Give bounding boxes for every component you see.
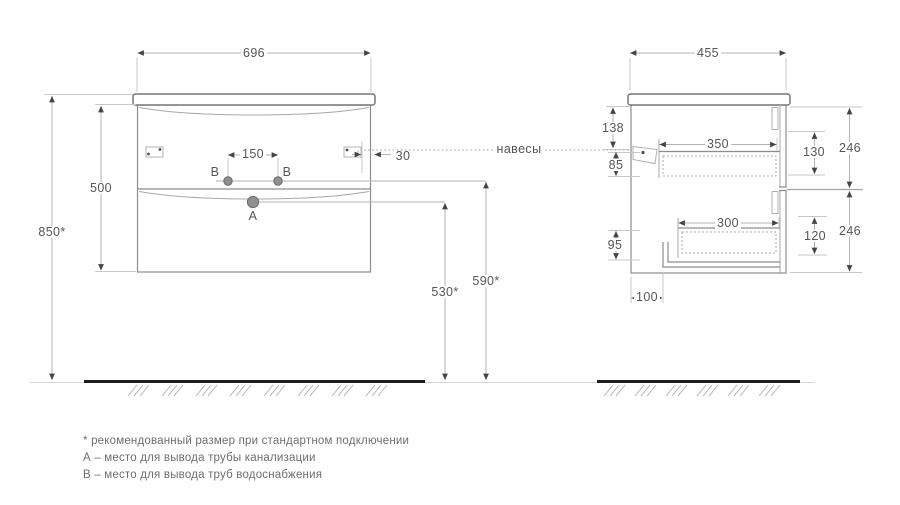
dim-drawer1-depth: 350 bbox=[706, 137, 730, 151]
footnote-supply-point: В – место для вывода труб водоснабжения bbox=[83, 469, 323, 481]
label-hangers: навесы bbox=[496, 142, 542, 156]
countertop-side bbox=[628, 94, 790, 105]
drawer2-glide bbox=[772, 192, 778, 214]
label-hole-b-left: B bbox=[210, 165, 220, 179]
water-supply-hole-left bbox=[224, 177, 232, 185]
dim-drawer2-height: 120 bbox=[803, 229, 827, 243]
dim-depth: 455 bbox=[696, 46, 720, 60]
dim-hangers-to-drawer: 85 bbox=[608, 158, 624, 172]
dim-holes-spacing: 150 bbox=[241, 147, 265, 161]
label-hole-a: A bbox=[248, 209, 258, 223]
drain-hole bbox=[247, 196, 258, 207]
dim-drawer1-front-height: 246 bbox=[838, 141, 862, 155]
ground-hatching bbox=[128, 385, 780, 396]
dim-pipe-offset: 100 bbox=[635, 290, 659, 304]
side-view bbox=[628, 94, 790, 273]
dim-hanger-offset: 30 bbox=[395, 149, 411, 163]
dim-cabinet-height: 500 bbox=[89, 181, 113, 195]
front-view bbox=[133, 94, 375, 272]
dim-drawer2-depth: 300 bbox=[716, 216, 740, 230]
footnote-recommended-size: * рекомендованный размер при стандартном подключении bbox=[83, 435, 410, 447]
label-hole-b-right: B bbox=[282, 165, 292, 179]
dim-drawer1-height: 130 bbox=[802, 145, 826, 159]
footnote-drain-point: А – место для вывода трубы канализации bbox=[83, 452, 316, 464]
dim-top-to-hangers: 138 bbox=[601, 121, 625, 135]
dim-overall-height: 850* bbox=[38, 225, 66, 239]
countertop-front bbox=[133, 94, 375, 105]
cabinet-body-side bbox=[631, 105, 786, 273]
dim-overall-width-front: 696 bbox=[242, 46, 266, 60]
dim-drawer2-front-height: 246 bbox=[838, 224, 862, 238]
ground-line bbox=[30, 382, 815, 397]
dim-supply-height: 590* bbox=[472, 274, 500, 288]
water-supply-hole-right bbox=[274, 177, 282, 185]
dim-drain-height: 530* bbox=[431, 285, 459, 299]
dim-bottom-section: 95 bbox=[607, 238, 623, 252]
drawer1-glide bbox=[772, 108, 778, 130]
